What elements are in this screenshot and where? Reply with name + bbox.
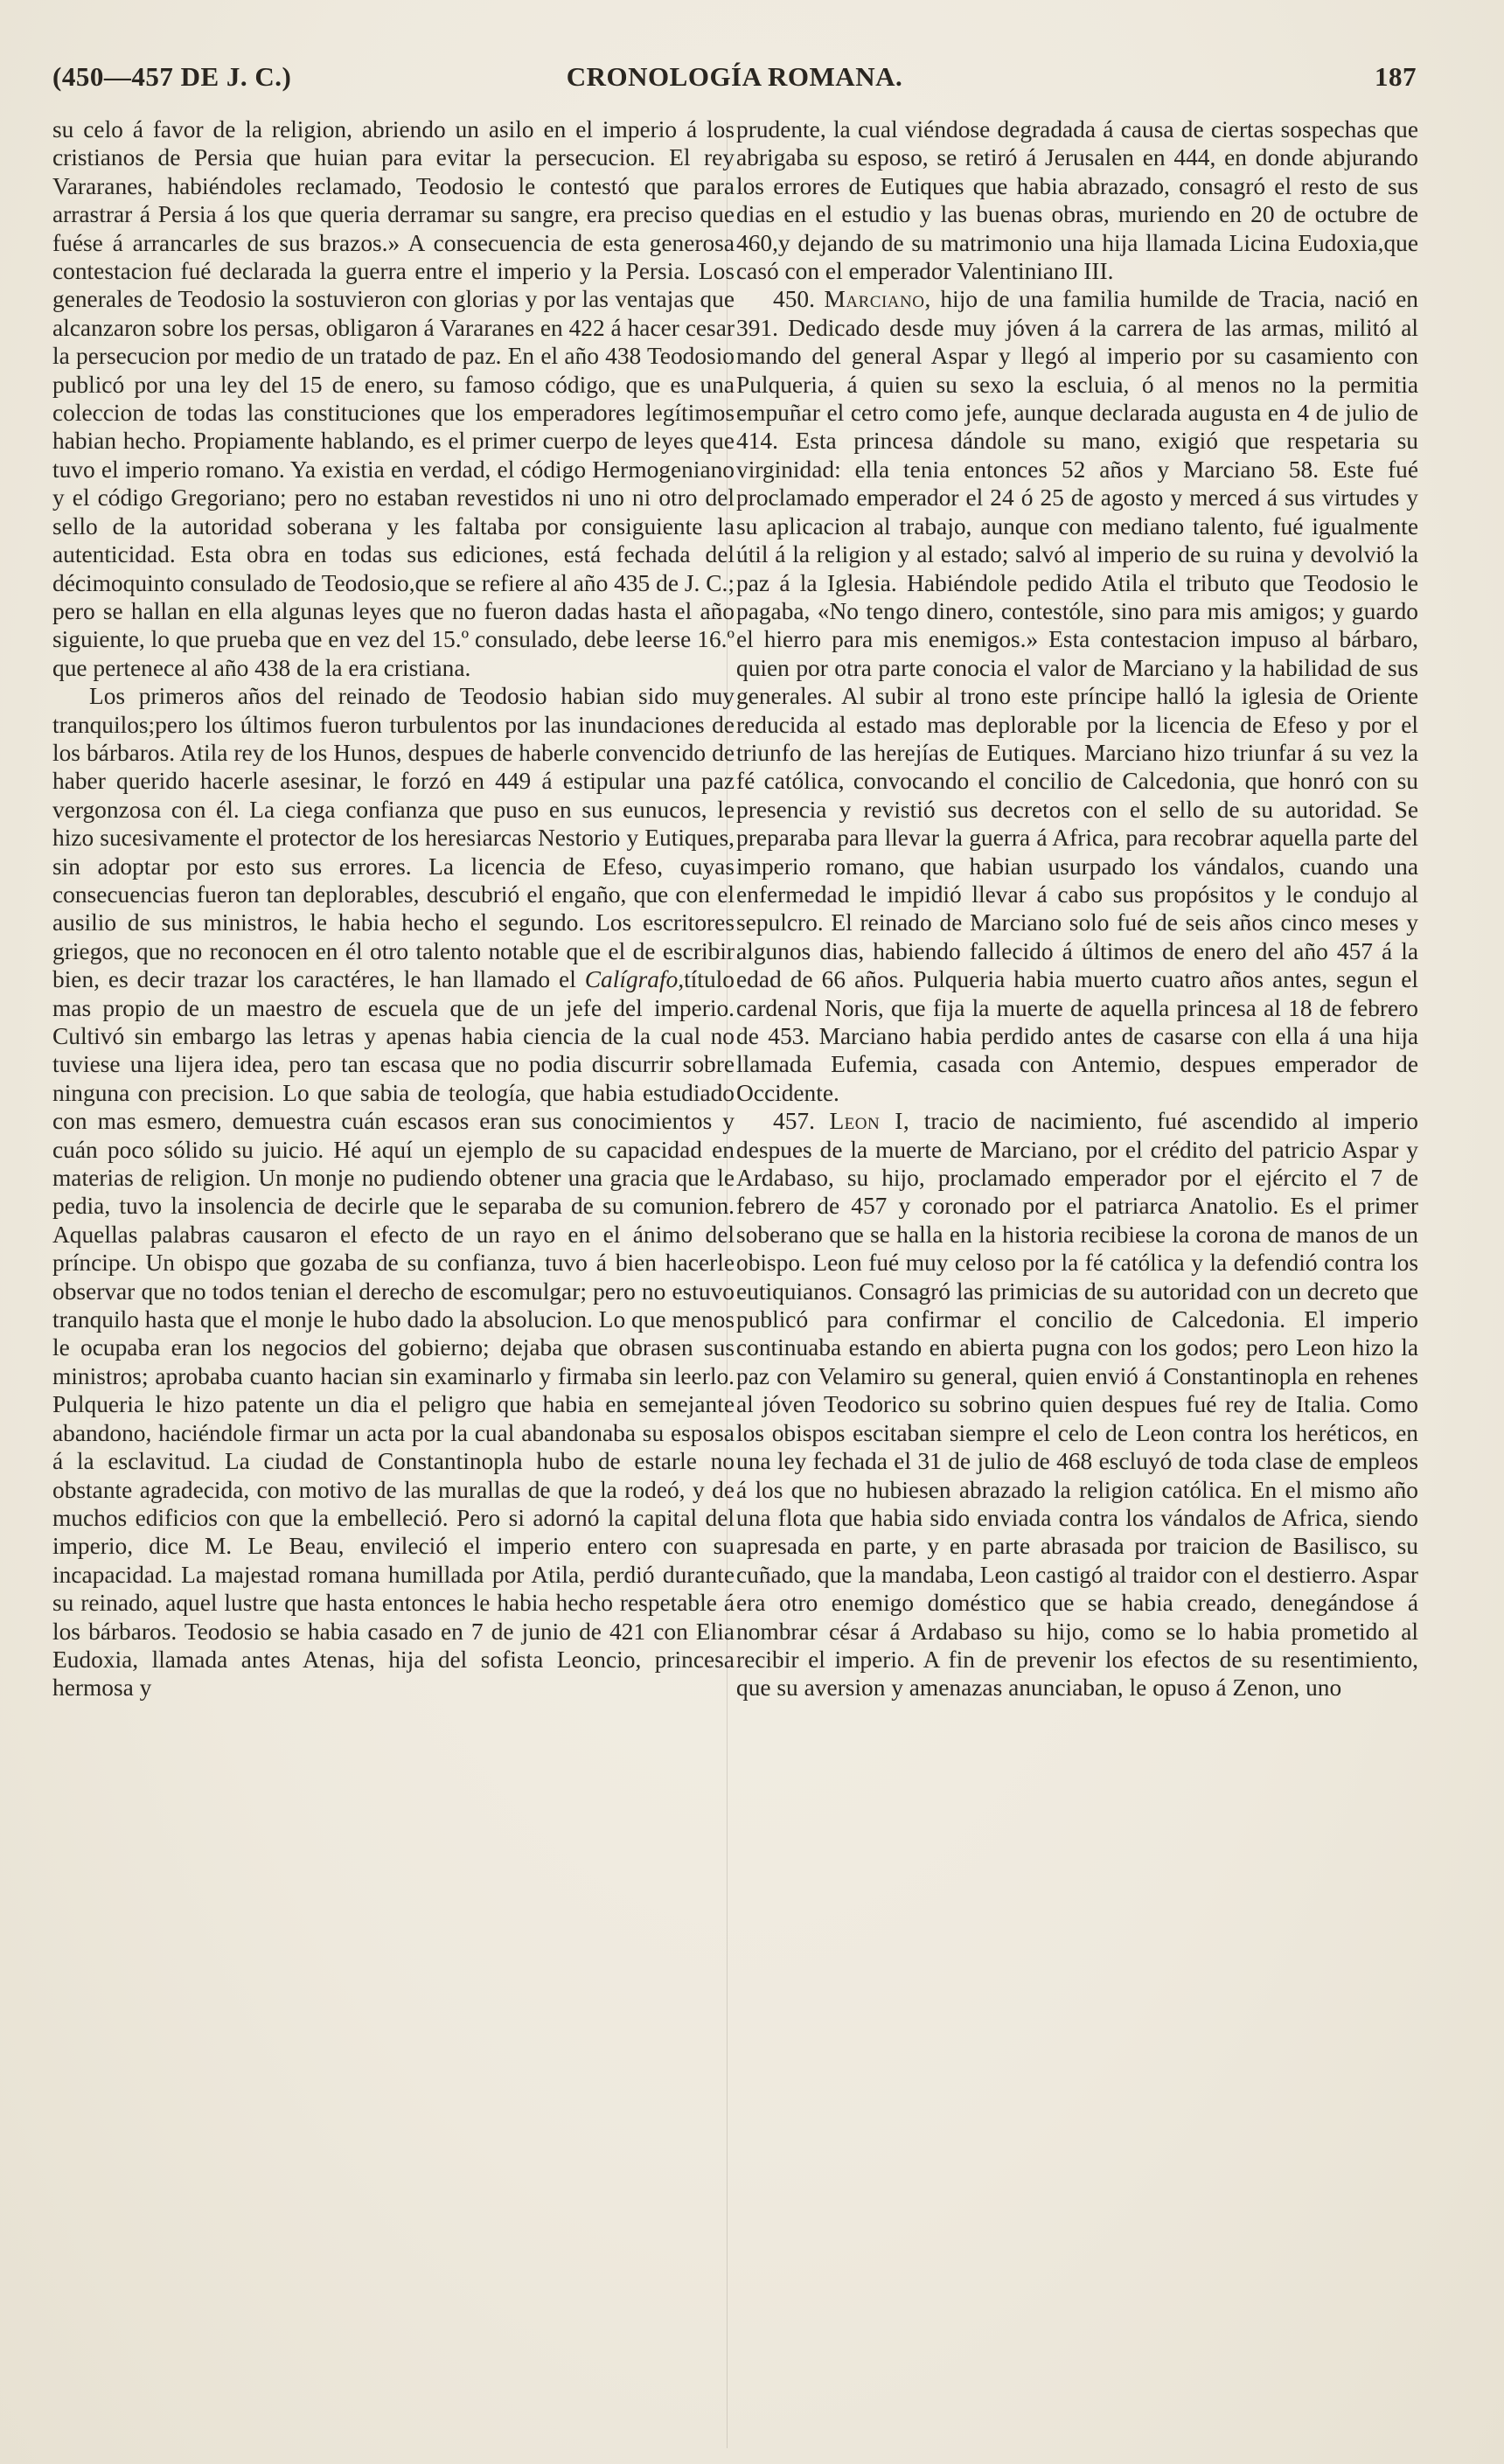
page-number: 187 xyxy=(1375,61,1417,92)
running-head-title: CRONOLOGÍA ROMANA. xyxy=(566,61,903,92)
paragraph-teodosio-persia: su celo á favor de la religion, abriendo un asilo en el imperio á los cristianos de Persia que huian para evitar la persecucion. El rey Vararanes, habiéndoles reclamado, Teodosio le contestó que para arrastrar á Persia á los que queria derramar su sangre, era preciso que fuése á arrancarles de sus brazos.» A consecuencia de esta generosa contestacion fué declarada la guerra entre el imperio y la Persia. Los generales de Teodosio la sostuvieron con glorias y por las ventajas que alcanzaron sobre los persas, obligaron á Vararanes en 422 á hacer cesar la persecucion por medio de un tratado de paz. En el año 438 Teodosio publicó por una ley del 15 de enero, su famoso código, que es una coleccion de todas las constituciones que los emperadores legítimos habian hecho. Propiamente hablando, es el primer cuerpo de leyes que tuvo el imperio romano. Ya existia en verdad, el código Hermogeniano y el código Gregoriano; pero no estaban revestidos ni uno ni otro del sello de la autoridad soberana y les faltaba por consiguiente la autenticidad. Esta obra en todas sus ediciones, está fechada del décimoquinto consulado de Teodosio,que se refiere al año 435 de J. C.; pero se hallan en ella algunas leyes que no fueron dadas hasta el año siguiente, lo que prueba que en vez del 15.º consulado, debe leerse 16.º que pertenece al año 438 de la era cristiana. xyxy=(52,116,735,681)
entry-emperor-name: Marciano, xyxy=(824,286,931,313)
entry-marciano xyxy=(736,285,1418,1107)
emphasis-caligrafo: Calígrafo xyxy=(584,966,679,993)
paragraph-teodosio-reign xyxy=(52,682,735,1702)
entry-year: 457. xyxy=(773,1108,815,1135)
entry-text: tracio de nacimiento, fué ascendido al imperio despues de la muerte de Marciano, por el crédito del patricio Aspar y Ardabaso, su hijo, proclamado emperador por el ejército el 7 de febrero de 457 y coronado por el patriarca Anatolio. Es el primer soberano que se halla en la historia recibiese la corona de manos de un obispo. Leon fué muy celoso por la fé católica y la defendió contra los eutiquianos. Consagró las primicias de su autoridad con un decreto que publicó para confirmar el concilio de Calcedonia. El imperio continuaba estando en abierta pugna con los godos; pero Leon hizo la paz con Velamiro su general, quien envió á Constantinopla en rehenes al jóven Teodorico su sobrino quien despues fué rey de Italia. Como los obispos escitaban siempre el celo de Leon contra los heréticos, en una ley fechada el 31 de julio de 468 escluyó de toda clase de empleos á los que no hubiesen abrazado la religion católica. En el mismo año una flota que habia sido enviada contra los vándalos de Africa, siendo apresada en parte, y en parte abrasada por traicion de Basilisco, su cuñado, que la mandaba, Leon castigó al traidor con el destierro. Aspar era otro enemigo doméstico que se habia creado, denegándose á nombrar césar á Ardabaso su hijo, como se lo habia prometido al recibir el imperio. A fin de prevenir los efectos de su resentimiento, que su aversion y amenazas anunciaban, le opuso á Zenon, uno xyxy=(736,1108,1418,1702)
paragraph-eudoxia: prudente, la cual viéndose degradada á causa de ciertas sospechas que abrigaba su esposo, se retiró á Jerusalen en 444, en donde abjurando los errores de Eutiques que habia abrazado, consagró el resto de sus dias en el estudio y las buenas obras, muriendo en 20 de octubre de 460,y dejando de su matrimonio una hija llamada Licina Eudoxia,que casó con el emperador Valentiniano III. xyxy=(736,116,1418,285)
left-column xyxy=(52,115,735,1702)
paragraph-text-continued: ,título mas propio de un maestro de escuela que de un jefe del imperio. Cultivó sin embargo las letras y apenas habia ciencia de la cual no tuviese una lijera idea, pero tan escasa que no podia discurrir sobre ninguna con precision. Lo que sabia de teología, que habia estudiado con mas esmero, demuestra cuán escasos eran sus conocimientos y cuán poco sólido su juicio. Hé aquí un ejemplo de su capacidad en materias de religion. Un monje no pudiendo obtener una gracia que le pedia, tuvo la insolencia de decirle que le separaba de su comunion. Aquellas palabras causaron el efecto de un rayo en el ánimo del príncipe. Un obispo que gozaba de su confianza, tuvo á bien hacerle observar que no todos tenian el derecho de escomulgar; pero no estuvo tranquilo hasta que el monje le hubo dado la absolucion. Lo que menos le ocupaba eran los negocios del gobierno; dejaba que obrasen sus ministros; aprobaba cuanto hacian sin examinarlo y firmaba sin leerlo. Pulqueria le hizo patente un dia el peligro que habia en semejante abandono, haciéndole firmar un acta por la cual abandonaba su esposa á la esclavitud. La ciudad de Constantinopla hubo de estarle no obstante agradecida, con motivo de las murallas de que la rodeó, y de muchos edificios con que la embelleció. Pero si adornó la capital del imperio, dice M. Le Beau, envileció el imperio entero con su incapacidad. La majestad romana humillada por Atila, perdió durante su reinado, aquel lustre que hasta entonces le habia hecho respetable á los bárbaros. Teodosio se habia casado en 7 de junio de 421 con Elia Eudoxia, llamada antes Atenas, hija del sofista Leoncio, princesa hermosa y xyxy=(52,966,735,1702)
running-head-date-range: (450—457 DE J. C.) xyxy=(52,61,292,92)
paragraph-text: Los primeros años del reinado de Teodosio habian sido muy tranquilos;pero los últimos fueron turbulentos por las inundaciones de los bárbaros. Atila rey de los Hunos, despues de haberle convencido de haber querido hacerle asesinar, le forzó en 449 á estipular una paz vergonzosa con él. La ciega confianza que puso en sus eunucos, le hizo sucesivamente el protector de los heresiarcas Nestorio y Eutiques, sin adoptar por esto sus errores. La licencia de Efeso, cuyas consecuencias fueron tan deplorables, descubrió el engaño, que con el ausilio de sus ministros, le habia hecho el segundo. Los escritores griegos, que no reconocen en él otro talento notable que el de escribir bien, es decir trazar los caractéres, le han llamado el xyxy=(52,683,735,993)
entry-leon-i xyxy=(736,1107,1418,1702)
entry-emperor-name: Leon I, xyxy=(829,1108,910,1135)
right-column xyxy=(736,115,1418,1702)
running-head xyxy=(52,61,1417,107)
entry-text: hijo de una familia humilde de Tracia, nació en 391. Dedicado desde muy jóven á la carrera de las armas, militó al mando del general Aspar y llegó al imperio por su casamiento con Pulqueria, á quien su sexo la escluia, ó al menos no la permitia empuñar el cetro como jefe, aunque declarada augusta en 4 de julio de 414. Esta princesa dándole su mano, exigió que respetaria su virginidad: ella tenia entonces 52 años y Marciano 58. Este fué proclamado emperador el 24 ó 25 de agosto y merced á sus virtudes y su aplicacion al trabajo, aunque con mediano talento, fué igualmente útil á la religion y al estado; salvó al imperio de su ruina y devolvió la paz á la Iglesia. Habiéndole pedido Atila el tributo que Teodosio le pagaba, «No tengo dinero, contestóle, sino para mis amigos; y guardo el hierro para mis enemigos.» Esta contestacion impuso al bárbaro, quien por otra parte conocia el valor de Marciano y la habilidad de sus generales. Al subir al trono este príncipe halló la iglesia de Oriente reducida al estado mas deplorable por la licencia de Efeso y por el triunfo de las herejías de Eutiques. Marciano hizo triunfar á su vez la fé católica, convocando el concilio de Calcedonia, que honró con su presencia y revistió sus decretos con el sello de su autoridad. Se preparaba para llevar la guerra á Africa, para recobrar aquella parte del imperio romano, que habian usurpado los vándalos, cuando una enfermedad le impidió llevar á cabo sus propósitos y le condujo al sepulcro. El reinado de Marciano solo fué de seis años cinco meses y algunos dias, habiendo fallecido á últimos de enero del año 457 á la edad de 66 años. Pulqueria habia muerto cuatro años antes, segun el cardenal Noris, que fija la muerte de aquella princesa al 18 de febrero de 453. Marciano habia perdido antes de casarse con ella á una hija llamada Eufemia, casada con Antemio, despues emperador de Occidente. xyxy=(736,286,1418,1106)
entry-year: 450. xyxy=(773,286,815,313)
